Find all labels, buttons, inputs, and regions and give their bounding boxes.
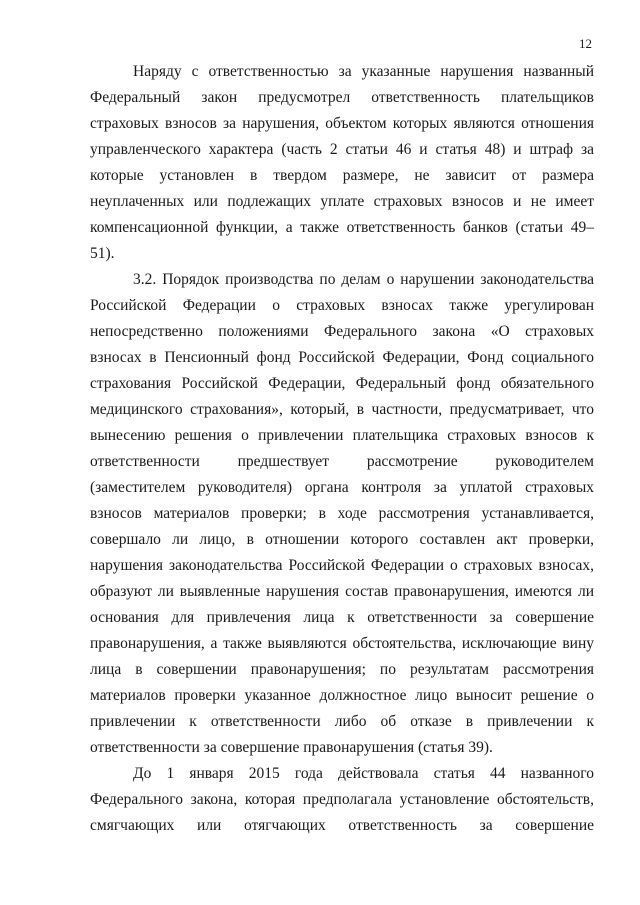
text-line: лица в совершении правонарушения; по результатам рассмотрения <box>90 661 594 678</box>
text-line: неуплаченных или подлежащих уплате страховых взносов и не имеет <box>90 193 594 210</box>
text-line: Российской Федерации о страховых взносах также урегулирован <box>90 297 594 314</box>
text-line: страховых взносов за нарушения, объектом которых являются отношения <box>90 115 594 132</box>
text-line: Федерального закона, которая предполагала установление обстоятельств, <box>90 791 594 808</box>
text-line: материалов проверки указанное должностное лицо выносит решение о <box>90 687 594 704</box>
text-line: совершало ли лицо, в отношении которого составлен акт проверки, <box>90 531 594 548</box>
text-line: 3.2. Порядок производства по делам о нарушении законодательства <box>133 271 594 288</box>
text-line: привлечении к ответственности либо об отказе в привлечении к <box>90 713 594 730</box>
text-line: образуют ли выявленные нарушения состав правонарушения, имеются ли <box>90 583 594 600</box>
text-line: которые установлен в твердом размере, не зависит от размера <box>90 167 594 184</box>
text-line: основания для привлечения лица к ответственности за совершение <box>90 609 594 626</box>
text-line: вынесению решения о привлечении плательщика страховых взносов к <box>90 427 594 444</box>
text-line: правонарушения, а также выявляются обстоятельства, исключающие вину <box>90 635 594 652</box>
text-line: Наряду с ответственностью за указанные нарушения названный <box>133 63 594 80</box>
text-line: управленческого характера (часть 2 статьи 46 и статья 48) и штраф за <box>90 141 594 158</box>
text-line: (заместителем руководителя) органа контроля за уплатой страховых <box>90 479 594 496</box>
text-line: Федеральный закон предусмотрел ответственность плательщиков <box>90 89 594 106</box>
page-number: 12 <box>579 36 592 51</box>
text-line: смягчающих или отягчающих ответственность за совершение <box>90 817 594 834</box>
text-line: взносах в Пенсионный фонд Российской Федерации, Фонд социального <box>90 349 594 366</box>
text-line: страхования Российской Федерации, Федеральный фонд обязательного <box>90 375 594 392</box>
text-line: компенсационной функции, а также ответственность банков (статьи 49– <box>90 219 594 236</box>
text-line: взносов материалов проверки; в ходе рассмотрения устанавливается, <box>90 505 594 522</box>
text-line: нарушения законодательства Российской Федерации о страховых взносах, <box>90 557 594 574</box>
text-line: ответственности за совершение правонарушения (статья 39). <box>90 739 493 756</box>
text-line: медицинского страхования», который, в частности, предусматривает, что <box>90 401 594 418</box>
text-line: До 1 января 2015 года действовала статья 44 названного <box>133 765 594 782</box>
text-line: ответственности предшествует рассмотрение руководителем <box>90 453 594 470</box>
text-line: непосредственно положениями Федерального закона «О страховых <box>90 323 594 340</box>
text-line: 51). <box>90 245 115 262</box>
